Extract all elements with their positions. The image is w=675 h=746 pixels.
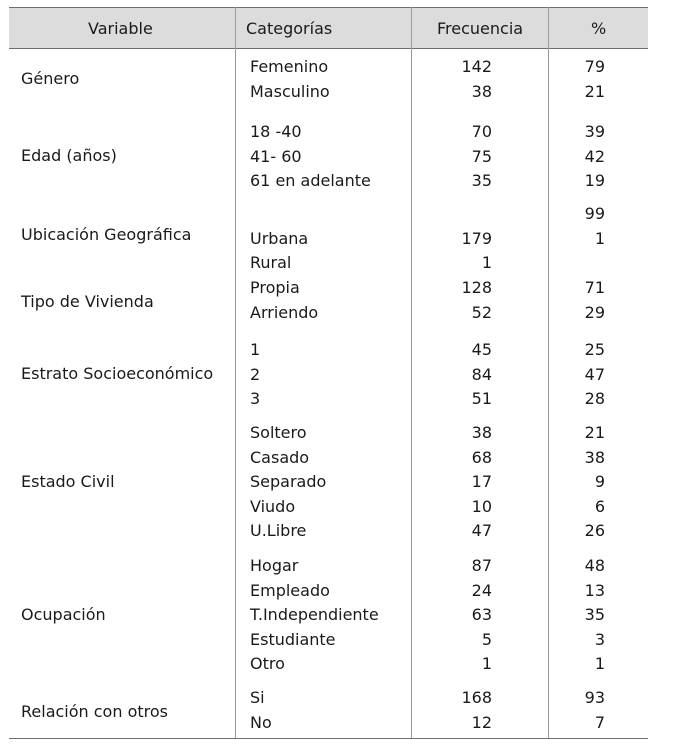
header-percent: % xyxy=(591,19,607,38)
category-cell: Separado xyxy=(250,472,327,492)
frequency-cell: 51 xyxy=(471,389,492,409)
percent-cell: 6 xyxy=(594,496,605,516)
frequency-cell: 38 xyxy=(471,423,492,442)
column-divider xyxy=(235,7,236,739)
percent-cell: 47 xyxy=(584,364,605,384)
frequency-cell: 142 xyxy=(461,57,492,76)
percent-cell: 39 xyxy=(584,122,605,141)
frequency-cell: 47 xyxy=(471,521,492,541)
category-cell: 3 xyxy=(250,389,261,409)
category-cell: Otro xyxy=(250,654,285,674)
frequency-cell: 5 xyxy=(481,629,492,649)
variable-label: Edad (años) xyxy=(21,146,117,165)
frequency-cell: 68 xyxy=(471,447,492,467)
column-divider xyxy=(411,7,412,739)
table-bottom-rule xyxy=(9,738,648,739)
frequency-cell: 52 xyxy=(471,302,492,322)
frequency-cell: 24 xyxy=(471,580,492,600)
frequency-cell: 12 xyxy=(471,712,492,732)
category-cell: No xyxy=(250,712,272,732)
frequency-cell: 1 xyxy=(481,654,492,674)
frequency-cell: 1 xyxy=(481,253,492,273)
category-cell: 2 xyxy=(250,364,261,384)
table-header xyxy=(9,7,648,49)
frequency-cell: 70 xyxy=(471,122,492,141)
category-cell: Urbana xyxy=(250,228,309,248)
category-cell: Estudiante xyxy=(250,629,336,649)
header-frequency: Frecuencia xyxy=(437,19,524,38)
percent-cell: 35 xyxy=(584,605,605,625)
variable-label: Ocupación xyxy=(21,605,106,624)
category-cell: Masculino xyxy=(250,81,330,101)
percent-cell: 48 xyxy=(584,556,605,575)
percent-cell: 1 xyxy=(594,228,605,248)
percent-cell: 28 xyxy=(584,389,605,409)
variable-label: Estado Civil xyxy=(21,472,115,491)
percent-cell: 1 xyxy=(594,654,605,674)
category-cell: Femenino xyxy=(250,57,329,76)
category-cell: 61 en adelante xyxy=(250,171,371,191)
percent-cell: 38 xyxy=(584,447,605,467)
percent-cell: 21 xyxy=(584,423,605,442)
percent-cell: 71 xyxy=(584,278,605,297)
category-cell: Viudo xyxy=(250,496,296,516)
percent-cell: 25 xyxy=(584,340,605,359)
frequency-cell: 17 xyxy=(471,472,492,492)
percent-cell: 99 xyxy=(584,204,605,223)
percent-cell: 3 xyxy=(594,629,605,649)
frequency-cell: 84 xyxy=(471,364,492,384)
frequency-cell: 38 xyxy=(471,81,492,101)
frequency-cell: 63 xyxy=(471,605,492,625)
variable-label: Relación con otros xyxy=(21,702,168,721)
category-cell: Empleado xyxy=(250,580,330,600)
frequency-cell: 35 xyxy=(471,171,492,191)
category-cell: Arriendo xyxy=(250,302,319,322)
frequency-cell: 168 xyxy=(461,688,492,707)
variable-label: Tipo de Vivienda xyxy=(21,292,154,311)
header-categories: Categorías xyxy=(246,19,333,38)
frequency-cell: 45 xyxy=(471,340,492,359)
category-cell: 1 xyxy=(250,340,261,359)
percent-cell: 42 xyxy=(584,146,605,166)
category-cell: U.Libre xyxy=(250,521,307,541)
category-cell: Si xyxy=(250,688,265,707)
category-cell: 41- 60 xyxy=(250,146,302,166)
percent-cell: 7 xyxy=(594,712,605,732)
frequency-cell: 75 xyxy=(471,146,492,166)
percent-cell: 26 xyxy=(584,521,605,541)
percent-cell: 21 xyxy=(584,81,605,101)
category-cell: Casado xyxy=(250,447,310,467)
percent-cell: 93 xyxy=(584,688,605,707)
column-divider xyxy=(548,7,549,739)
frequency-cell: 87 xyxy=(471,556,492,575)
frequency-cell: 179 xyxy=(461,228,492,248)
category-cell: Hogar xyxy=(250,556,299,575)
header-variable: Variable xyxy=(88,19,153,38)
variable-label: Ubicación Geográfica xyxy=(21,225,192,244)
category-cell: 18 -40 xyxy=(250,122,302,141)
frequency-cell: 128 xyxy=(461,278,492,297)
percent-cell: 13 xyxy=(584,580,605,600)
percent-cell: 79 xyxy=(584,57,605,76)
category-cell: T.Independiente xyxy=(250,605,379,625)
category-cell: Propia xyxy=(250,278,300,297)
percent-cell: 19 xyxy=(584,171,605,191)
category-cell: Soltero xyxy=(250,423,307,442)
percent-cell: 29 xyxy=(584,302,605,322)
percent-cell: 9 xyxy=(594,472,605,492)
category-cell: Rural xyxy=(250,253,292,273)
variable-label: Género xyxy=(21,69,80,88)
variable-label: Estrato Socioeconómico xyxy=(21,364,214,383)
frequency-cell: 10 xyxy=(471,496,492,516)
